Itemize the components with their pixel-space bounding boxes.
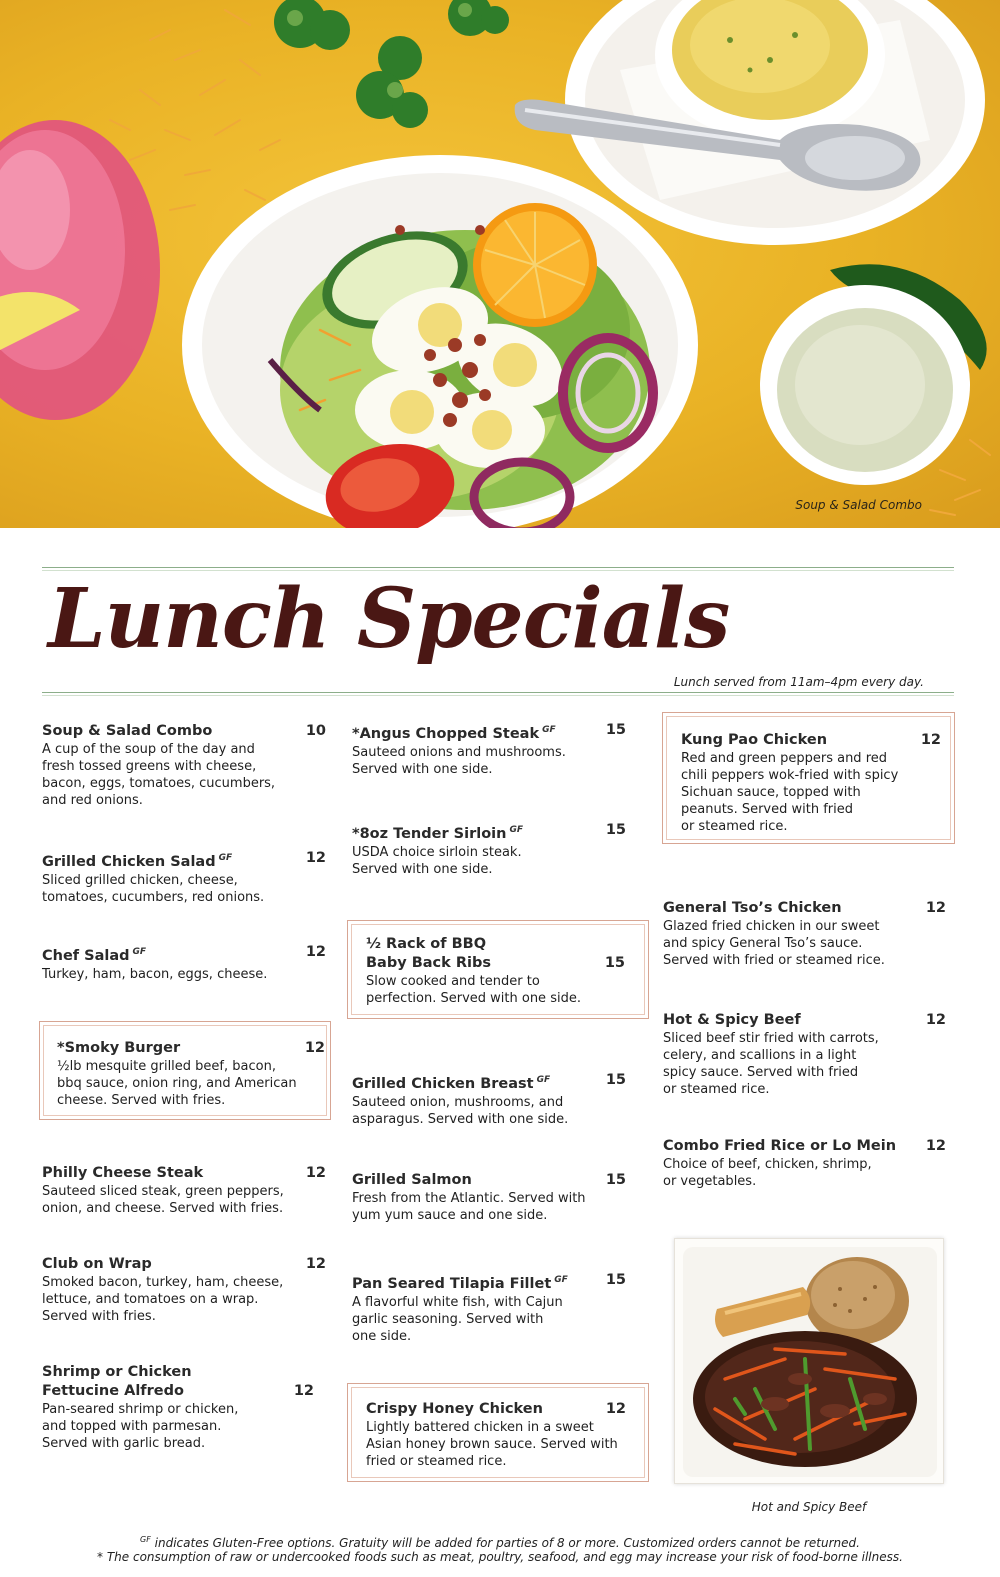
hero-caption: Soup & Salad Combo — [795, 498, 922, 512]
hot-spicy-beef-photo — [674, 1238, 944, 1484]
item-desc: Served with garlic bread. — [42, 1436, 206, 1451]
item-price: 12 — [925, 1012, 946, 1028]
gluten-free-mark: GF — [218, 853, 233, 863]
footer-line-1: indicates Gluten-Free options. Gratuity will be added for parties of 8 or more. Customized orders cannot be returned. — [154, 1536, 860, 1550]
footer-note-raw-food — [0, 1550, 1000, 1564]
item-price: 15 — [604, 955, 625, 971]
item-price: 12 — [305, 1165, 326, 1181]
item-name: Shrimp or Chicken — [42, 1364, 192, 1380]
gluten-free-mark: GF — [140, 1535, 151, 1544]
item-desc: Sauteed onion, mushrooms, and — [352, 1094, 564, 1110]
item-desc: Served with fries. — [42, 1309, 156, 1324]
serving-hours-note: Lunch served from 11am–4pm every day. — [673, 675, 924, 689]
soup-salad-illustration — [0, 0, 1000, 528]
item-desc: garlic seasoning. Served with — [352, 1311, 544, 1327]
item-desc: and topped with parmesan. — [42, 1419, 222, 1434]
item-price: 12 — [293, 1383, 314, 1399]
menu-item-kung-pao-chicken — [662, 712, 955, 844]
item-name: *Angus Chopped Steak $^{GF}$ — [352, 725, 556, 742]
item-price: 12 — [304, 1040, 325, 1056]
item-name: Chef Salad $^{GF}$ — [42, 947, 147, 964]
item-desc: Smoked bacon, turkey, ham, cheese, — [42, 1275, 284, 1290]
beef-dish-illustration — [675, 1239, 944, 1484]
item-desc: Asian honey brown sauce. Served with — [366, 1437, 618, 1452]
item-name: ½ Rack of BBQ — [366, 936, 487, 952]
item-desc: Fresh from the Atlantic. Served with — [352, 1191, 586, 1206]
item-desc: Red and green peppers and red — [681, 751, 888, 766]
item-price: 15 — [605, 1072, 626, 1088]
item-desc: Sichuan sauce, topped with — [681, 785, 861, 800]
gluten-free-mark: GF — [542, 725, 556, 735]
title-bottom-rule — [42, 692, 954, 693]
item-name: *Smoky Burger — [57, 1040, 181, 1056]
menu-item-philly-cheese-steak — [42, 1164, 326, 1217]
item-desc: Glazed fried chicken in our sweet — [663, 919, 880, 934]
item-desc: lettuce, and tomatoes on a wrap. — [42, 1292, 259, 1307]
item-price: 15 — [605, 722, 626, 738]
item-price: 15 — [605, 1172, 626, 1188]
menu-item-soup-salad-combo — [42, 722, 326, 809]
item-price: 10 — [305, 723, 326, 739]
item-desc: peanuts. Served with fried — [681, 802, 853, 817]
item-desc: onion, and cheese. Served with fries. — [42, 1201, 284, 1216]
item-desc: ½lb mesquite grilled beef, bacon, — [57, 1059, 276, 1074]
item-desc: and red onions. — [42, 793, 143, 808]
item-desc: Sliced beef stir fried with carrots, — [663, 1031, 879, 1046]
item-price: 12 — [305, 1256, 326, 1272]
item-desc: one side. — [352, 1328, 412, 1344]
item-name: Grilled Chicken Breast $^{GF}$ — [352, 1075, 551, 1092]
item-name: Pan Seared Tilapia Fillet $^{GF}$ — [352, 1275, 568, 1292]
item-name: Club on Wrap — [42, 1256, 152, 1272]
item-desc: perfection. Served with one side. — [366, 991, 581, 1006]
menu-item-smoky-burger — [39, 1021, 331, 1120]
menu-item-tender-sirloin — [352, 821, 626, 878]
item-desc: Slow cooked and tender to — [366, 974, 540, 989]
hero-photo — [0, 0, 1000, 528]
item-desc: or steamed rice. — [663, 1082, 770, 1097]
item-desc: Lightly battered chicken in a sweet — [366, 1420, 594, 1435]
item-desc: bbq sauce, onion ring, and American — [57, 1076, 297, 1091]
page-title: Lunch Specials — [48, 571, 730, 667]
item-desc: Sauteed onions and mushrooms. — [352, 744, 566, 760]
item-name: Combo Fried Rice or Lo Mein — [663, 1138, 897, 1154]
item-price: 12 — [920, 732, 941, 748]
item-desc: and spicy General Tso’s sauce. — [663, 936, 863, 951]
item-desc: tomatoes, cucumbers, red onions. — [42, 889, 265, 905]
gluten-free-mark: GF — [509, 825, 523, 835]
item-name: Hot & Spicy Beef — [663, 1012, 801, 1028]
gluten-free-mark: GF — [132, 947, 147, 957]
menu-item-grilled-chicken-salad — [42, 849, 326, 906]
menu-item-grilled-salmon — [352, 1171, 626, 1224]
menu-item-general-tsos-chicken — [663, 899, 946, 969]
item-name: Grilled Chicken Salad $^{GF}$ — [42, 853, 233, 870]
item-desc: asparagus. Served with one side. — [352, 1111, 569, 1127]
item-desc: Served with one side. — [352, 761, 493, 777]
item-name-line2: Baby Back Ribs — [366, 955, 491, 971]
item-desc: fresh tossed greens with cheese, — [42, 759, 257, 774]
item-price: 12 — [305, 850, 326, 866]
item-name: Soup & Salad Combo — [42, 723, 213, 739]
gluten-free-mark: GF — [536, 1075, 551, 1085]
menu-item-chef-salad — [42, 943, 326, 983]
menu-item-tilapia-fillet — [352, 1271, 626, 1345]
item-desc: or vegetables. — [663, 1174, 757, 1189]
item-desc: Choice of beef, chicken, shrimp, — [663, 1157, 872, 1172]
item-desc: spicy sauce. Served with fried — [663, 1065, 859, 1080]
title-top-rule — [42, 567, 954, 568]
item-desc: A flavorful white fish, with Cajun — [352, 1294, 563, 1310]
item-desc: Pan-seared shrimp or chicken, — [42, 1402, 239, 1417]
menu-item-grilled-chicken-breast — [352, 1071, 626, 1128]
item-name: Crispy Honey Chicken — [366, 1401, 543, 1417]
item-price: 12 — [605, 1401, 626, 1417]
item-name: Grilled Salmon — [352, 1172, 472, 1188]
item-name: *8oz Tender Sirloin $^{GF}$ — [352, 825, 523, 842]
item-desc: Sliced grilled chicken, cheese, — [42, 872, 238, 888]
item-name-line2: Fettucine Alfredo — [42, 1383, 184, 1399]
item-desc: celery, and scallions in a light — [663, 1048, 857, 1063]
menu-item-angus-chopped-steak — [352, 721, 626, 778]
menu-item-hot-spicy-beef — [663, 1011, 946, 1098]
photo-caption: Hot and Spicy Beef — [751, 1500, 867, 1514]
item-price: 15 — [605, 1272, 626, 1288]
footer-note-gluten-free — [0, 1535, 1000, 1550]
item-price: 12 — [925, 900, 946, 916]
item-desc: Served with one side. — [352, 861, 493, 877]
item-price: 12 — [305, 944, 326, 960]
item-desc: Sauteed sliced steak, green peppers, — [42, 1184, 284, 1199]
item-desc: or steamed rice. — [681, 819, 788, 834]
menu-item-club-on-wrap — [42, 1255, 326, 1325]
item-name: General Tso’s Chicken — [663, 900, 842, 916]
item-desc: yum yum sauce and one side. — [352, 1208, 548, 1223]
menu-item-combo-fried-rice — [663, 1137, 946, 1190]
item-price: 15 — [605, 822, 626, 838]
menu-item-baby-back-ribs — [347, 920, 649, 1019]
menu-item-fettucine-alfredo — [42, 1363, 314, 1452]
footer-line-2: * The consumption of raw or undercooked foods such as meat, poultry, seafood, and egg may increase your risk of food-borne illness. — [97, 1550, 903, 1564]
gluten-free-mark: GF — [554, 1275, 568, 1285]
item-desc: Turkey, ham, bacon, eggs, cheese. — [42, 966, 268, 982]
item-desc: fried or steamed rice. — [366, 1454, 507, 1469]
menu-item-crispy-honey-chicken — [347, 1383, 649, 1482]
item-desc: chili peppers wok-fried with spicy — [681, 768, 899, 783]
item-desc: USDA choice sirloin steak. — [352, 844, 522, 860]
item-desc: A cup of the soup of the day and — [42, 742, 255, 757]
item-price: 12 — [925, 1138, 946, 1154]
item-desc: Served with fried or steamed rice. — [663, 953, 885, 968]
item-name: Philly Cheese Steak — [42, 1165, 204, 1181]
item-desc: cheese. Served with fries. — [57, 1093, 226, 1108]
item-name: Kung Pao Chicken — [681, 732, 828, 748]
item-desc: bacon, eggs, tomatoes, cucumbers, — [42, 776, 276, 791]
